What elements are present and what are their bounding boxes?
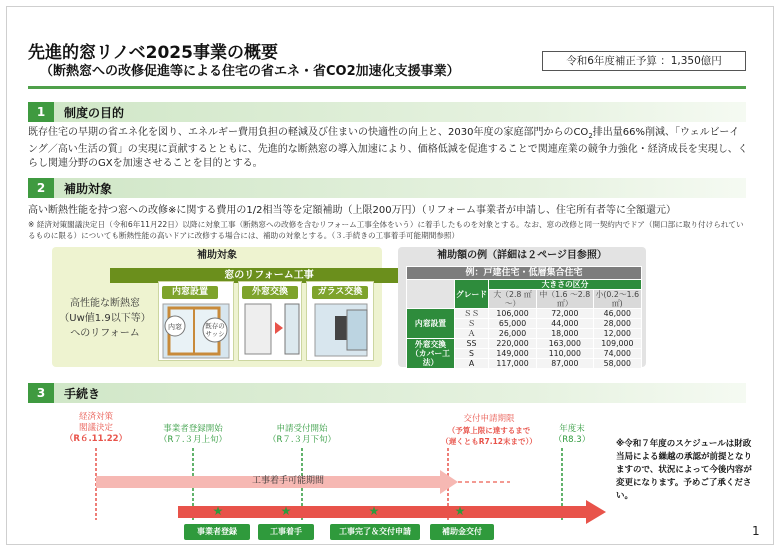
table-title: 例：戸建住宅・低層集合住宅 (407, 267, 642, 280)
amount-cell: 149,000 (489, 349, 537, 359)
milestone-text: （予算上限に達するまで (447, 426, 531, 435)
grade-cell: S (455, 349, 489, 359)
step-registration: 事業者登録 (184, 524, 250, 540)
amount-cell: 72,000 (537, 309, 594, 319)
grade-cell: Ｓ (455, 319, 489, 329)
group-label: 外窓交換 (414, 340, 447, 349)
timeline-graphic (40, 448, 614, 528)
grade-cell: A (455, 359, 489, 369)
grade-cell: SS (455, 339, 489, 349)
section-2-header (28, 178, 746, 198)
method-outer: 外窓交換 (242, 286, 298, 299)
milestone-text: 交付申請期限 (463, 414, 515, 424)
schedule-note: ※令和７年度のスケジュールは財政当局による繰越の承認が前提となりますので、状況によって今後内容が変更になります。予めご了承ください。 (616, 439, 753, 501)
amount-cell: 117,000 (489, 359, 537, 369)
section-1-header (28, 102, 746, 122)
milestone-text: 年度末 (559, 424, 585, 434)
milestone-application-deadline (414, 414, 564, 447)
amount-cell: 87,000 (537, 359, 594, 369)
amount-cell: 46,000 (593, 309, 641, 319)
section-3-header (28, 383, 746, 403)
amount-cell: 12,000 (593, 329, 641, 339)
amount-cell: 18,000 (537, 329, 594, 339)
section-number: 1 (28, 102, 54, 122)
outer-tag-2: サッシ (205, 330, 225, 338)
svg-text:★: ★ (280, 504, 292, 518)
amount-cell: 58,000 (593, 359, 641, 369)
size-large: 大（2.8 ㎡～） (489, 290, 537, 309)
subsidy-table (406, 266, 642, 369)
budget-box: 令和6年度補正予算 ：1,350億円 (542, 51, 746, 71)
milestone-text: 閣議決定 (78, 423, 113, 433)
group-outer (407, 339, 455, 369)
step-work-start: 工事着手 (258, 524, 314, 540)
subsidy-main-text: 高い断熱性能を持つ窓への改修※に関する費用の1/2相当等を定額補助（上限200万円）（リフォーム事業者が申請し、住宅所有者等に全額還元） (28, 205, 677, 216)
amount-cell: 220,000 (489, 339, 537, 349)
step-completion: 工事完了＆交付申請 (330, 524, 420, 540)
purpose-text-b: 排出量66%削減、「ウェルビーイング／高い生活の質」の実現に貢献するとともに、先進的な断熱窓の導入加速により、価格低減を促進することで関連産業の競争力強化・経済成長を実現し、くらし関連分野のGXを加速させることを目的とする。 (28, 127, 748, 169)
grade-cell: ＳＳ (455, 309, 489, 319)
section-number: 3 (28, 383, 54, 403)
work-period-label: 工事着手可能期間 (251, 476, 324, 486)
milestone-text: （R７.３月下旬） (267, 435, 337, 445)
grade-cell: Ａ (455, 329, 489, 339)
method-glass: ガラス交換 (312, 286, 368, 299)
section-1-text (28, 126, 748, 171)
panel-subheader: 窓のリフォーム工事 (110, 268, 428, 283)
milestone-text: （R７.３月上旬） (158, 435, 228, 445)
milestone-fiscal-year-end (544, 424, 600, 446)
amount-cell: 65,000 (489, 319, 537, 329)
desc-line: へのリフォーム (70, 328, 140, 339)
milestone-cabinet-decision (60, 412, 132, 445)
amount-cell: 74,000 (593, 349, 641, 359)
method-inner: 内窓設置 (162, 286, 218, 299)
panel-header: 補助対象 (197, 250, 237, 261)
outer-tag-1: 既存の (205, 322, 225, 330)
panel-header: 補助額の例（詳細は２ページ目参照） (437, 250, 607, 261)
milestone-registration-start (150, 424, 236, 446)
subsidy-note: ※ 経済対策閣議決定日（令和6年11月22日）以降に対象工事（断熱窓への改修を含むリフォーム工事全体をいう）に着手したものを対象とする。なお、窓の改修と同一契約内でドア（開口部に取り付けられているものに限る）についても断熱性能の高いドアに改修する場合には、補助の対象とする。（３.手続きの工事着手可能期間参照） (28, 220, 744, 240)
grade-header: グレード (455, 280, 489, 309)
size-small: 小(0.2～1.6㎡) (593, 290, 641, 309)
page-subtitle: （断熱窓への改修促進等による住宅の省エネ・省CO2加速化支援事業） (40, 64, 460, 79)
section-label: 補助対象 (64, 182, 113, 196)
milestone-text: （R8.3） (553, 435, 591, 445)
milestone-text: 経済対策 (78, 412, 113, 422)
group-inner: 内窓設置 (407, 309, 455, 339)
desc-line: 高性能な断熱窓 (70, 298, 140, 309)
section-label: 制度の目的 (64, 106, 125, 120)
section-number: 2 (28, 178, 54, 198)
purpose-text-sub: 2 (588, 132, 593, 140)
amount-cell: 28,000 (593, 319, 641, 329)
amount-cell: 163,000 (537, 339, 594, 349)
window-description (56, 296, 154, 341)
page-number: 1 (752, 524, 760, 538)
step-grant: 補助金交付 (430, 524, 494, 540)
inner-tag: 内窓 (168, 323, 182, 331)
milestone-text: （遅くともR7.12末まで）） (441, 437, 537, 446)
amount-cell: 106,000 (489, 309, 537, 319)
milestone-text: 申請受付開始 (276, 424, 328, 434)
milestone-application-start (262, 424, 342, 446)
amount-cell: 110,000 (537, 349, 594, 359)
milestone-text: 事業者登録開始 (163, 424, 223, 434)
svg-text:★: ★ (368, 504, 380, 518)
group-label: （カバー工法） (411, 349, 450, 367)
page-title: 先進的窓リノベ2025事業の概要 (28, 43, 278, 63)
svg-text:★: ★ (212, 504, 224, 518)
purpose-text-a: 既存住宅の早期の省エネ化を図り、エネルギー費用負担の軽減及び住まいの快適性の向上と、2030年度の家庭部門からのCO (28, 127, 589, 138)
milestone-text: （R６.11.22） (64, 434, 128, 444)
amount-cell: 44,000 (537, 319, 594, 329)
title-divider (28, 86, 746, 89)
svg-text:★: ★ (454, 504, 466, 518)
section-label: 手続き (64, 387, 101, 401)
blank-cell (407, 280, 455, 309)
size-medium: 中（1.6 ～2.8㎡） (537, 290, 594, 309)
amount-cell: 26,000 (489, 329, 537, 339)
desc-line: （Uw値1.9以下等） (59, 313, 151, 324)
amount-cell: 109,000 (593, 339, 641, 349)
size-header: 大きさの区分 (489, 280, 642, 290)
